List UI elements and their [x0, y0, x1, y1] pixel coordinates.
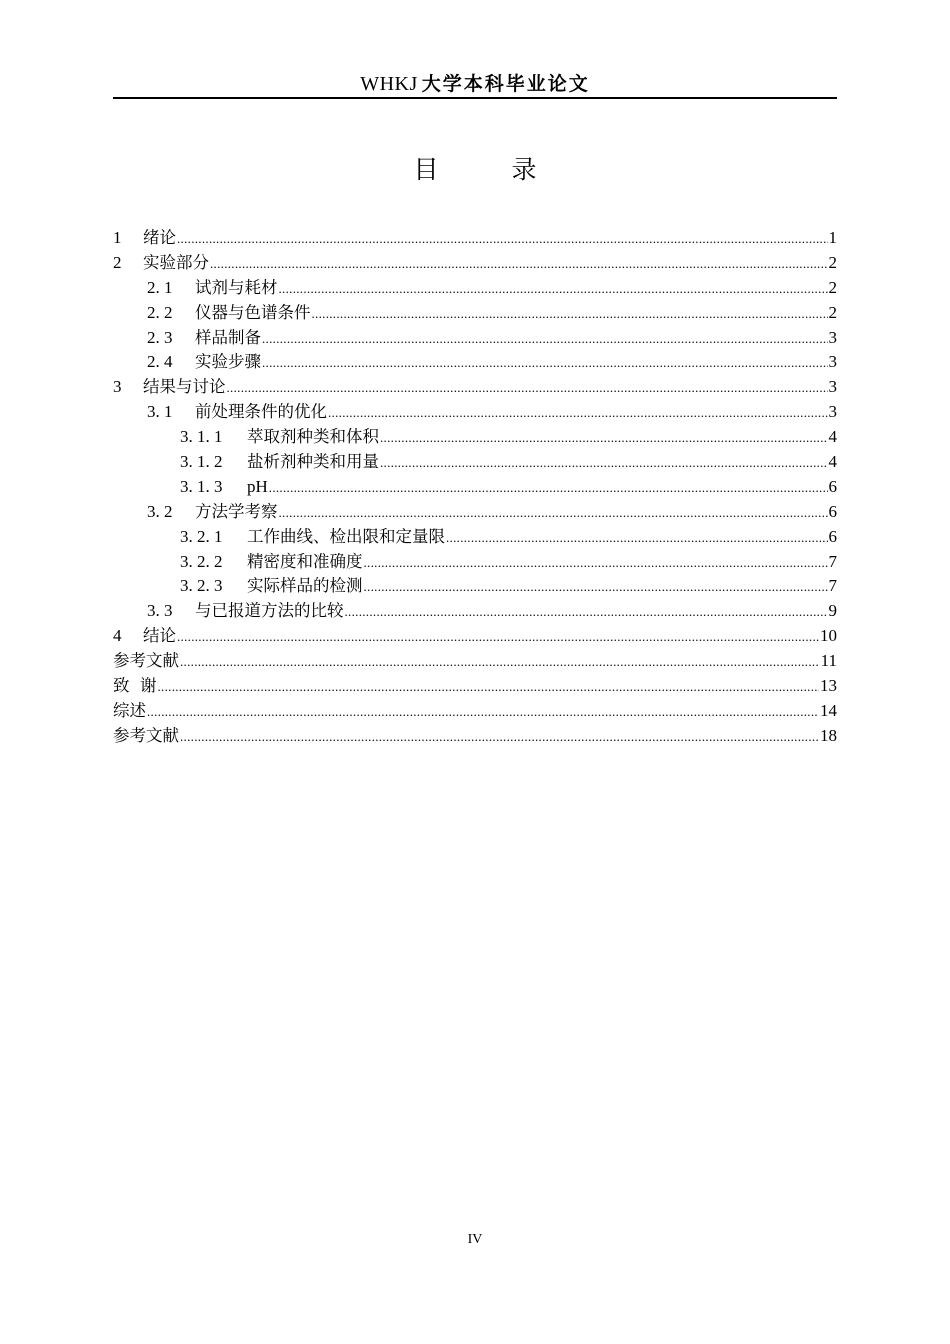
toc-leader-dots	[180, 725, 819, 750]
toc-entry[interactable]	[113, 649, 837, 674]
toc-leader-dots	[312, 302, 828, 327]
toc-entry-page: 10	[820, 626, 837, 646]
toc-entry[interactable]	[113, 276, 837, 301]
toc-entry-page: 1	[828, 228, 837, 247]
toc-leader-dots	[177, 227, 828, 252]
toc-leader-dots	[180, 650, 820, 675]
toc-leader-dots	[380, 451, 828, 476]
toc-entry-page: 4	[828, 452, 837, 472]
toc-entry[interactable]	[113, 251, 837, 276]
toc-entry-label: 与已报道方法的比较	[195, 601, 344, 621]
toc-entry[interactable]	[113, 574, 837, 599]
toc-entry-number: 3. 1	[147, 402, 173, 422]
toc-entry-page: 2	[828, 277, 837, 297]
toc-entry-page: 3	[828, 377, 837, 397]
toc-entry-page: 7	[828, 576, 837, 596]
toc-leader-dots	[269, 476, 828, 501]
toc-entry[interactable]	[113, 699, 837, 724]
toc-entry-page: 4	[828, 427, 837, 447]
toc-entry-number: 3. 1. 3	[180, 476, 223, 496]
toc-entry-page: 6	[828, 526, 837, 546]
toc-entry-page: 9	[828, 601, 837, 621]
toc-entry[interactable]	[113, 525, 837, 550]
toc-entry[interactable]	[113, 301, 837, 326]
toc-entry-page: 3	[828, 327, 837, 347]
toc-entry-page: 18	[820, 725, 837, 745]
toc-entry-number: 2. 4	[147, 352, 173, 372]
toc-leader-dots	[262, 327, 828, 352]
toc-leader-dots	[364, 551, 828, 576]
toc-entry-number: 1	[113, 228, 122, 247]
page-header	[113, 70, 837, 98]
toc-leader-dots	[380, 426, 828, 451]
toc-entry-number: 2. 1	[147, 277, 173, 297]
toc-entry-page: 13	[820, 676, 837, 696]
table-of-contents	[113, 226, 837, 749]
toc-entry-number: 3. 2. 1	[180, 526, 223, 546]
toc-entry[interactable]	[113, 425, 837, 450]
toc-entry-page: 7	[828, 551, 837, 571]
toc-entry-label: 实际样品的检测	[247, 576, 363, 596]
toc-entry-label: 综述	[113, 700, 146, 720]
toc-leader-dots	[279, 501, 828, 526]
toc-entry-number: 3. 2. 2	[180, 551, 223, 571]
toc-entry[interactable]	[113, 375, 837, 400]
page-number: IV	[467, 1232, 483, 1247]
toc-entry[interactable]	[113, 326, 837, 351]
toc-entry-label: 参考文献	[113, 651, 179, 671]
toc-entry-page: 6	[828, 476, 837, 496]
toc-entry-label: 仪器与色谱条件	[195, 302, 311, 322]
toc-entry[interactable]	[113, 350, 837, 375]
toc-leader-dots	[345, 600, 828, 625]
toc-entry-page: 2	[828, 252, 837, 272]
toc-entry[interactable]	[113, 450, 837, 475]
toc-entry-label: 前处理条件的优化	[195, 402, 327, 422]
toc-entry[interactable]	[113, 599, 837, 624]
toc-entry-number: 2. 3	[147, 327, 173, 347]
toc-entry-label: 工作曲线、检出限和定量限	[247, 526, 445, 546]
toc-entry[interactable]	[113, 724, 837, 749]
toc-entry-label: 绪论	[143, 228, 176, 247]
toc-entry-number: 3. 1. 2	[180, 452, 223, 472]
header-title-text: 大学本科毕业论文	[421, 73, 590, 95]
toc-leader-dots	[279, 277, 828, 302]
toc-leader-dots	[177, 625, 819, 650]
toc-entry-number: 2. 2	[147, 302, 173, 322]
toc-entry[interactable]	[113, 226, 837, 251]
toc-leader-dots	[210, 252, 828, 277]
toc-entry-page: 3	[828, 352, 837, 372]
toc-entry-label: 样品制备	[195, 327, 261, 347]
toc-entry[interactable]	[113, 500, 837, 525]
toc-entry-page: 2	[828, 302, 837, 322]
toc-entry-label: 萃取剂种类和体积	[247, 427, 379, 447]
toc-entry[interactable]	[113, 624, 837, 649]
toc-entry-label: pH	[247, 476, 268, 496]
toc-entry-number: 4	[113, 626, 122, 646]
toc-entry-number: 3. 2. 3	[180, 576, 223, 596]
toc-entry-number: 3. 3	[147, 601, 173, 621]
toc-leader-dots	[227, 376, 828, 401]
toc-entry-number: 2	[113, 252, 122, 272]
toc-entry-number: 3	[113, 377, 122, 397]
toc-leader-dots	[262, 351, 828, 376]
toc-entry-label: 实验部分	[143, 252, 209, 272]
header-rule	[113, 97, 837, 99]
toc-entry-label: 盐析剂种类和用量	[247, 452, 379, 472]
toc-entry-number: 3. 2	[147, 501, 173, 521]
toc-entry-label: 方法学考察	[195, 501, 278, 521]
toc-entry-label: 致 谢	[113, 676, 157, 696]
header-latin-text: WHKJ	[360, 73, 418, 95]
toc-title: 目 录	[413, 155, 561, 184]
toc-entry[interactable]	[113, 674, 837, 699]
toc-entry-page: 6	[828, 501, 837, 521]
toc-entry-page: 14	[820, 700, 837, 720]
toc-entry-label: 结果与讨论	[143, 377, 226, 397]
toc-entry[interactable]	[113, 475, 837, 500]
toc-leader-dots	[446, 526, 828, 551]
toc-entry-label: 结论	[143, 626, 176, 646]
toc-entry-label: 参考文献	[113, 725, 179, 745]
toc-entry[interactable]	[113, 400, 837, 425]
toc-entry-label: 试剂与耗材	[195, 277, 278, 297]
toc-entry-number: 3. 1. 1	[180, 427, 223, 447]
toc-leader-dots	[158, 675, 820, 700]
toc-entry[interactable]	[113, 550, 837, 575]
toc-leader-dots	[328, 401, 828, 426]
toc-entry-page: 11	[820, 651, 837, 671]
toc-entry-label: 精密度和准确度	[247, 551, 363, 571]
toc-leader-dots	[364, 575, 828, 600]
toc-entry-label: 实验步骤	[195, 352, 261, 372]
toc-entry-page: 3	[828, 402, 837, 422]
toc-leader-dots	[147, 700, 819, 725]
